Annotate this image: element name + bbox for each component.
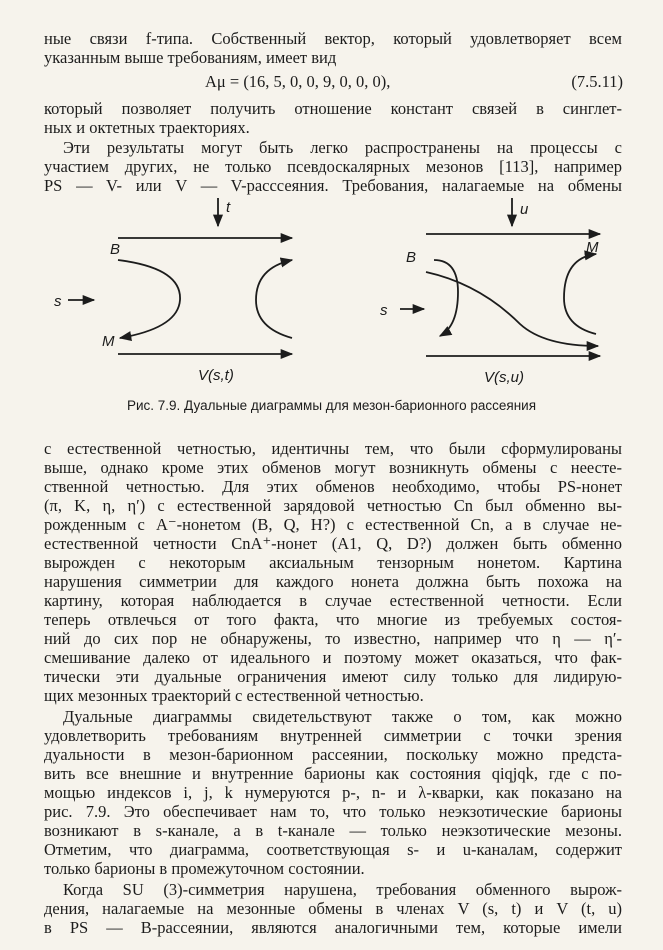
label-b: B xyxy=(406,249,417,266)
text-line: щих мезонных траекторий с естественной четностью. xyxy=(44,686,424,705)
text-line: естественной четности CnA⁺-нонет (A1, Q, D?) должен быть обменно xyxy=(44,534,622,553)
text-line: участием других, не только псевдоскалярных мезонов [113], например xyxy=(44,157,622,176)
caption-right: V(s,u) xyxy=(484,369,525,386)
label-u: u xyxy=(520,201,529,218)
text-line: вырожден с некоторым аксиальным тензорным нонетом. Картина xyxy=(44,553,622,572)
text-line: тически эти дуальные ограничения имеют силу только для лидирую- xyxy=(44,667,622,686)
text-line: PS — V- или V — V-расссеяния. Требования, налагаемые на обмены xyxy=(44,176,622,195)
text-line: удовлетворить требованиям внутренней симметрии с точки зрения xyxy=(44,726,622,745)
text-line: вить все внешние и внутренние барионы как состояния qiqjqk, где с по- xyxy=(44,764,622,783)
diagram-left xyxy=(68,198,292,354)
diagram-right xyxy=(400,198,600,356)
right-curve xyxy=(256,260,292,338)
text-line: рожденным с A⁻-нонетом (B, Q, H?) с естественной Cn, а в случае не- xyxy=(44,515,622,534)
text-line: ний до сих пор не обнаружены, то известно, например что η — η′- xyxy=(44,629,622,648)
formula-number: (7.5.11) xyxy=(571,72,623,91)
text-line: ственной четностью. Для этих обменов необходимо, чтобы PS-нонет xyxy=(44,477,622,496)
text-line: смешивание далеко от идеального и поэтому может оказаться, что фак- xyxy=(44,648,622,667)
text-line: картину, которая наблюдается в случае естественной четности. Если xyxy=(44,591,622,610)
text-line: дуальности в мезон-барионном рассеянии, поскольку можно предста- xyxy=(44,745,622,764)
left-curve xyxy=(434,260,458,336)
formula-7-5-11 xyxy=(0,72,663,94)
label-s: s xyxy=(380,302,388,319)
text-line: рис. 7.9. Это обеспечивает нам то, что только неэкзотические барионы xyxy=(44,802,622,821)
text-line: с естественной четностью, идентичны тем, что были сформулированы xyxy=(44,439,622,458)
text-line: дения, налагаемые на мезонные обмены в членах V (s, t) и V (t, u) xyxy=(44,899,622,918)
text-line: который позволяет получить отношение констант связей в синглет- xyxy=(44,99,622,118)
text-line: ные связи f-типа. Собственный вектор, который удовлетворяет всем xyxy=(44,29,622,48)
text-line: указанным выше требованиям, имеет вид xyxy=(44,48,337,67)
text-line: Когда SU (3)-симметрия нарушена, требования обменного вырож- xyxy=(63,880,622,899)
label-t: t xyxy=(226,199,231,216)
text-line: (π, K, η, η′) с естественной зарядовой четностью Cn был обменно вы- xyxy=(44,496,622,515)
text-line: Отметим, что диаграмма, соответствующая s- и u-каналам, содержит xyxy=(44,840,622,859)
text-line: Эти результаты могут быть легко распространены на процессы с xyxy=(63,138,622,157)
label-m: M xyxy=(102,333,115,350)
text-line: выше, однако кроме этих обменов могут возникнуть обмены с неесте- xyxy=(44,458,622,477)
text-line: мощью индексов i, j, k нумеруются p-, n- и λ-кварки, как показано на xyxy=(44,783,622,802)
text-line: возникают в s-канале, а в t-канале — только неэкзотические мезоны. xyxy=(44,821,622,840)
caption-left: V(s,t) xyxy=(198,367,234,384)
label-m: M xyxy=(586,239,599,256)
text-line: ных и октетных траекториях. xyxy=(44,118,250,137)
right-curve xyxy=(564,254,596,334)
dual-diagrams xyxy=(54,196,620,392)
text-line: только барионы в промежуточном состоянии. xyxy=(44,859,365,878)
label-s: s xyxy=(54,293,62,310)
left-curve xyxy=(118,260,180,338)
label-b: B xyxy=(110,241,121,258)
text-line: в PS — B-рассеянии, являются аналогичными тем, которые имели xyxy=(44,918,622,937)
formula-expression: Aμ = (16, 5, 0, 0, 9, 0, 0, 0), xyxy=(205,72,391,91)
text-line: нарушения симметрии для каждого нонета должна быть похожа на xyxy=(44,572,622,591)
figure-caption: Рис. 7.9. Дуальные диаграммы для мезон-барионного рассеяния xyxy=(126,398,537,413)
text-line: теперь отвлечься от того факта, что многие из требуемых состоя- xyxy=(44,610,622,629)
diagonal-curve xyxy=(426,272,598,346)
text-line: Дуальные диаграммы свидетельствуют также о том, как можно xyxy=(63,707,622,726)
